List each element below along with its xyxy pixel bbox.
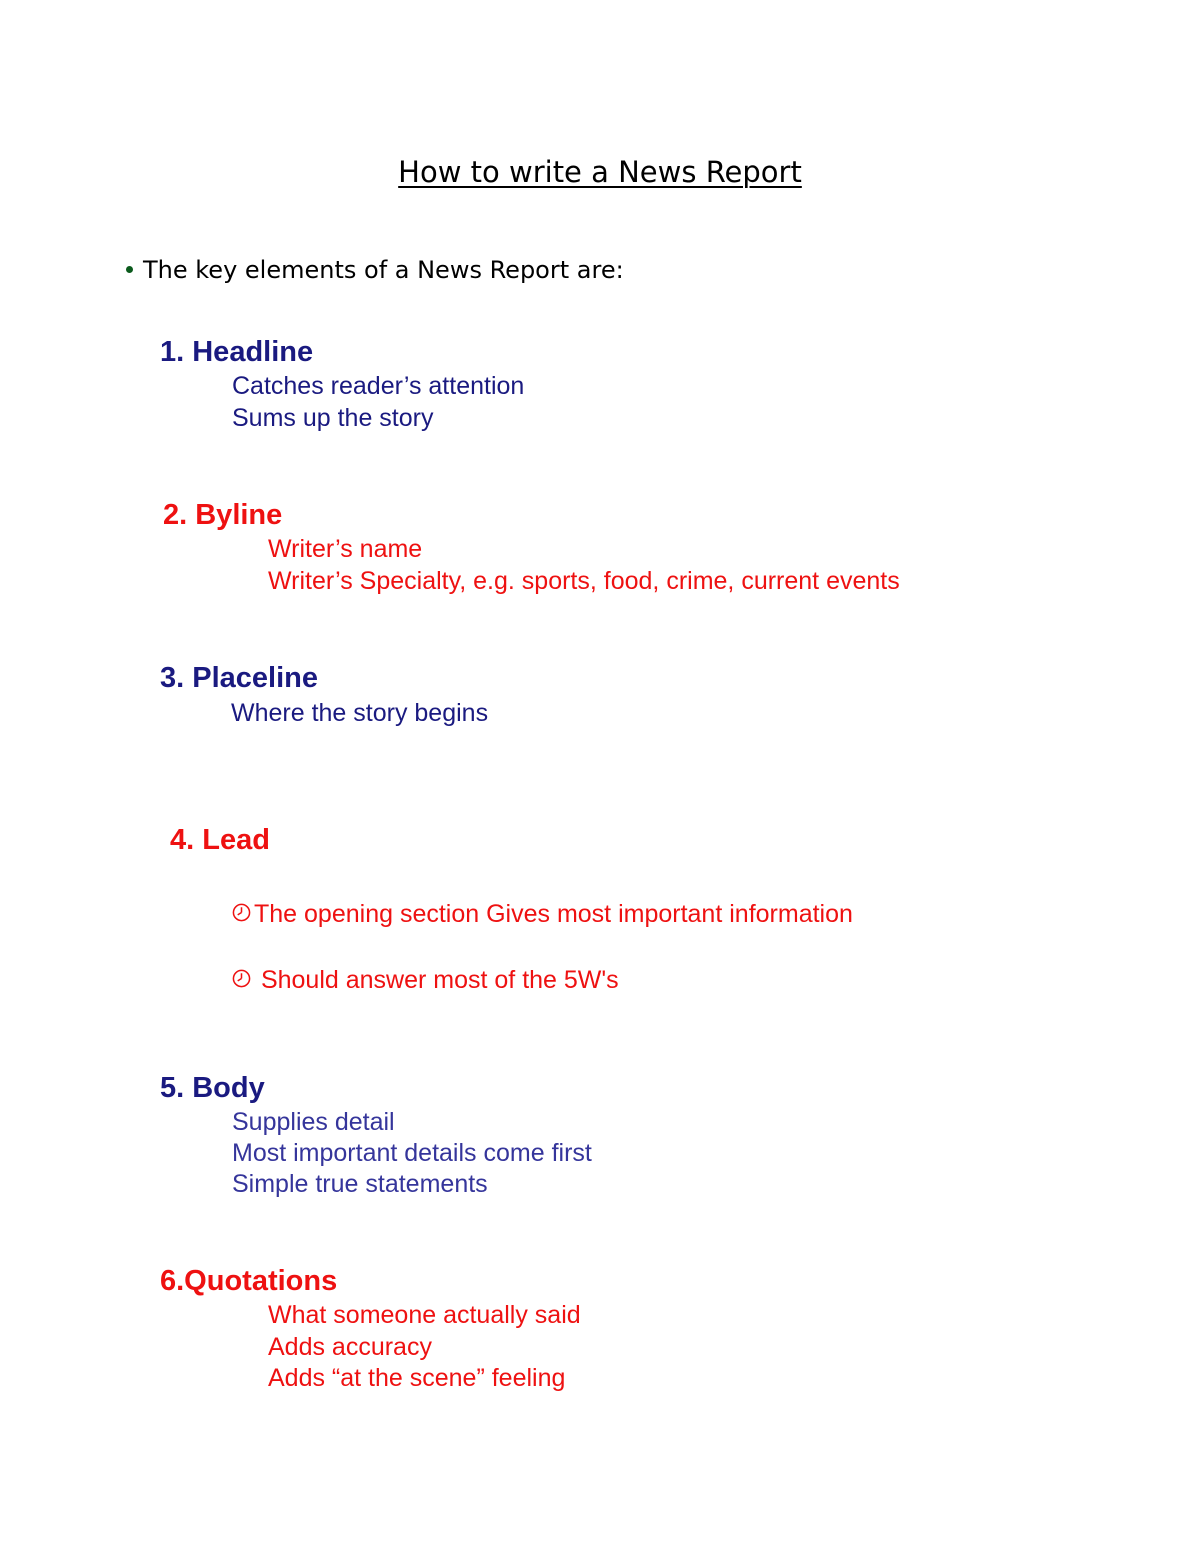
section-heading-lead: 4. Lead: [170, 824, 270, 856]
section-line: Simple true statements: [232, 1170, 488, 1198]
section-line: [232, 964, 619, 996]
section-heading-byline: 2. Byline: [163, 499, 283, 531]
intro-bullet: [126, 252, 624, 288]
section-heading-placeline: 3. Placeline: [160, 662, 318, 694]
lead-point-text: Should answer most of the 5W's: [254, 966, 619, 994]
bullet-dot-icon: [126, 266, 133, 273]
section-line: Adds accuracy: [268, 1333, 432, 1361]
clock-icon: [232, 903, 251, 922]
lead-point-text: The opening section Gives most important information: [254, 900, 853, 928]
section-line: Most important details come first: [232, 1139, 592, 1167]
section-heading-body: 5. Body: [160, 1072, 265, 1104]
section-line: Writer’s Specialty, e.g. sports, food, crime, current events: [268, 567, 900, 595]
section-heading-headline: 1. Headline: [160, 336, 314, 368]
section-line: Supplies detail: [232, 1108, 395, 1136]
section-line: Adds “at the scene” feeling: [268, 1364, 566, 1392]
section-line: Sums up the story: [232, 404, 434, 432]
section-heading-quotations: 6.Quotations: [160, 1265, 338, 1297]
page-title: How to write a News Report: [398, 155, 802, 189]
section-line: Catches reader’s attention: [232, 372, 525, 400]
section-line: Where the story begins: [231, 699, 489, 727]
section-line: Writer’s name: [268, 535, 423, 563]
intro-text: The key elements of a News Report are:: [143, 256, 624, 284]
clock-icon: [232, 969, 251, 988]
section-line: [232, 898, 853, 930]
section-line: What someone actually said: [268, 1301, 581, 1329]
